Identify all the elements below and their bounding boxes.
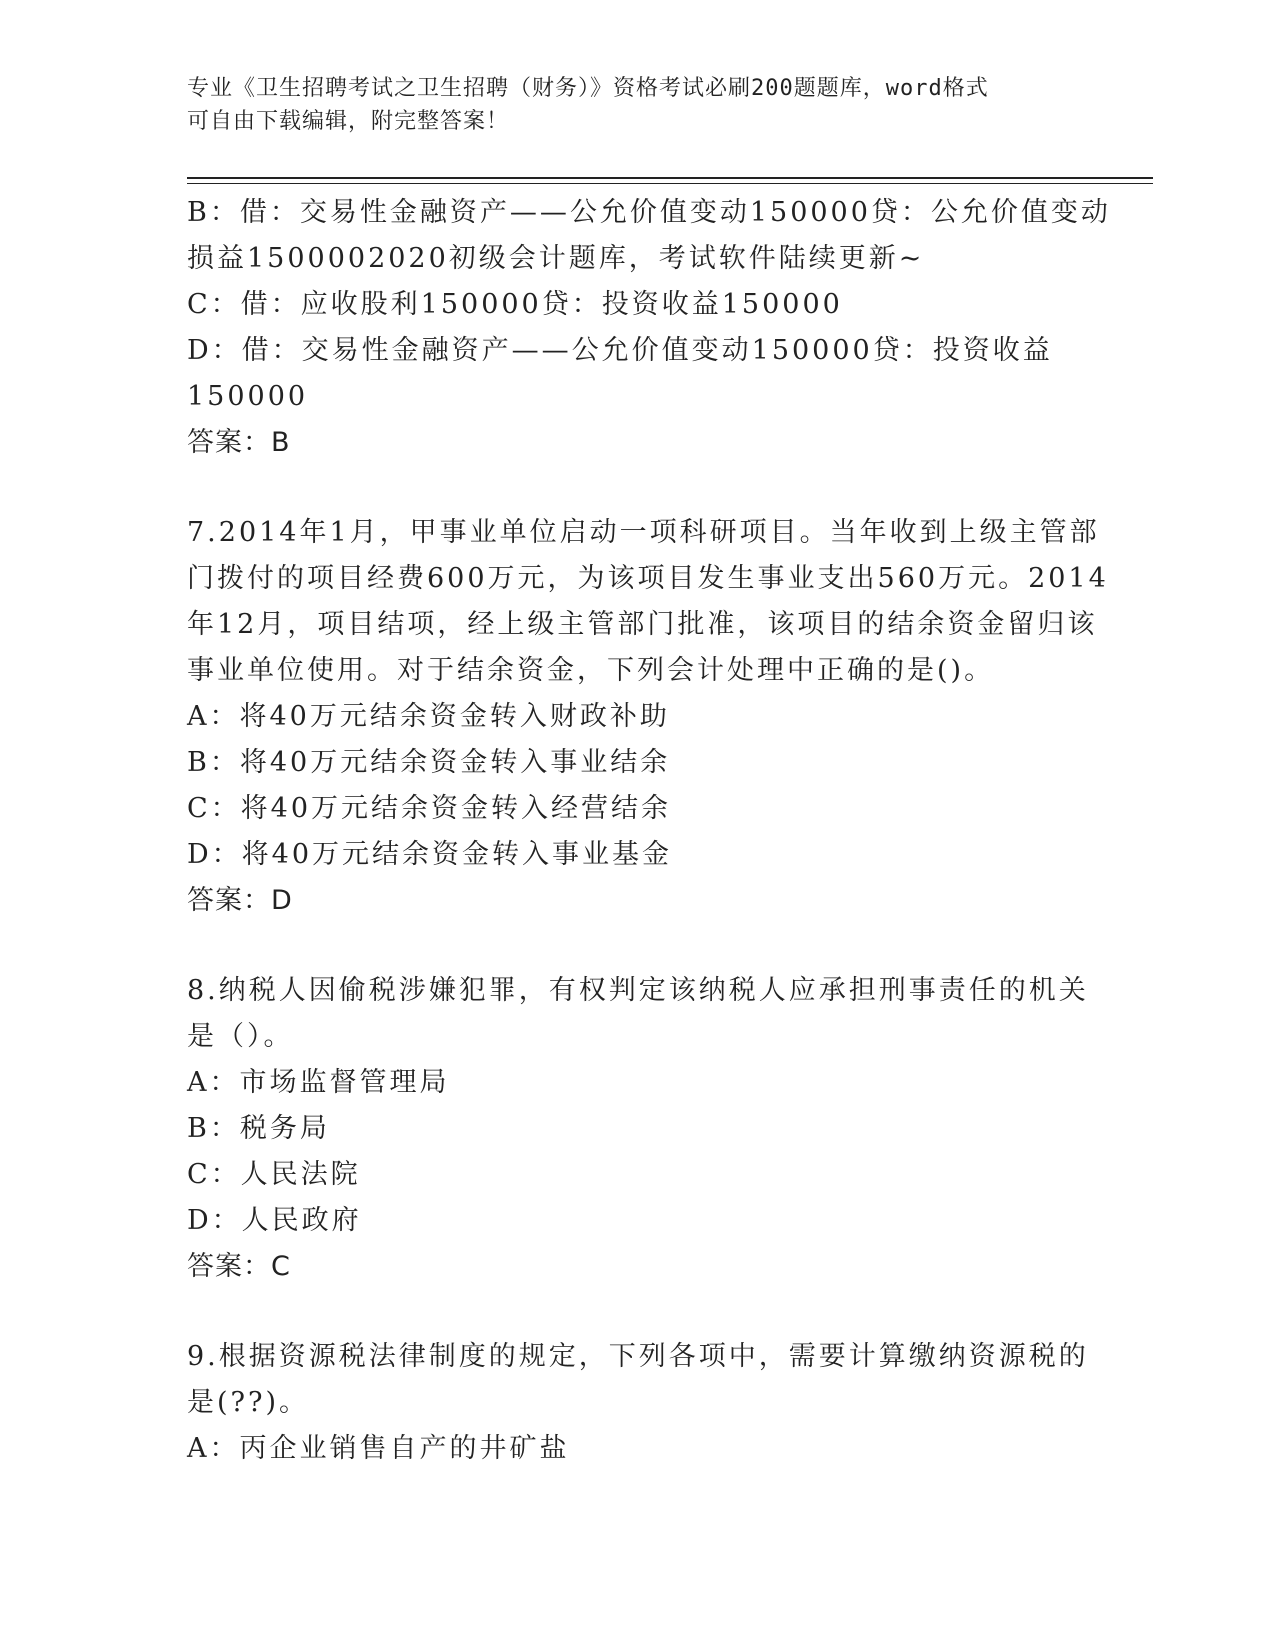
header-line: 可自由下载编辑，附完整答案！ xyxy=(187,109,510,134)
answer-line: 答案：B xyxy=(187,427,291,458)
question-stem-line: 7.2014年1月，甲事业单位启动一项科研项目。当年收到上级主管部 xyxy=(187,517,1100,548)
question-block xyxy=(187,510,1109,924)
option-line: A：市场监督管理局 xyxy=(187,1067,450,1098)
question-block xyxy=(187,190,1111,466)
question-stem-line: 门拨付的项目经费600万元，为该项目发生事业支出560万元。2014 xyxy=(187,563,1109,594)
answer-line: 答案：D xyxy=(187,885,293,916)
option-line: B：将40万元结余资金转入事业结余 xyxy=(187,747,671,778)
option-line: D：借：交易性金融资产——公允价值变动150000贷：投资收益 xyxy=(187,335,1053,366)
header-line: 专业《卫生招聘考试之卫生招聘（财务）》资格考试必刷200题题库，word格式 xyxy=(187,76,989,101)
option-line: C：借：应收股利150000贷：投资收益150000 xyxy=(187,289,843,320)
question-stem-line: 9.根据资源税法律制度的规定，下列各项中，需要计算缴纳资源税的 xyxy=(187,1341,1089,1372)
header-rule-thin xyxy=(187,183,1153,184)
option-line: C：人民法院 xyxy=(187,1159,361,1190)
option-line: 150000 xyxy=(187,381,309,412)
document-body xyxy=(187,190,1111,1472)
question-block xyxy=(187,968,1087,1290)
question-block xyxy=(187,1334,1087,1472)
option-line: A：丙企业销售自产的井矿盐 xyxy=(187,1433,570,1464)
option-line: D：人民政府 xyxy=(187,1205,362,1236)
question-stem-line: 事业单位使用。对于结余资金，下列会计处理中正确的是()。 xyxy=(187,655,995,686)
option-line: A：将40万元结余资金转入财政补助 xyxy=(187,701,670,732)
option-line: B：借：交易性金融资产——公允价值变动150000贷：公允价值变动 xyxy=(187,197,1111,228)
question-stem-line: 8.纳税人因偷税涉嫌犯罪，有权判定该纳税人应承担刑事责任的机关 xyxy=(187,975,1089,1006)
question-stem-line: 年12月，项目结项，经上级主管部门批准，该项目的结余资金留归该 xyxy=(187,609,1098,640)
option-line: 损益1500002020初级会计题库，考试软件陆续更新~ xyxy=(187,243,925,274)
option-line: D：将40万元结余资金转入事业基金 xyxy=(187,839,673,870)
document-header xyxy=(187,72,1087,138)
answer-line: 答案：C xyxy=(187,1251,291,1282)
option-line: C：将40万元结余资金转入经营结余 xyxy=(187,793,672,824)
option-line: B：税务局 xyxy=(187,1113,330,1144)
question-stem-line: 是（）。 xyxy=(187,1021,294,1052)
question-stem-line: 是(??)。 xyxy=(187,1387,310,1418)
header-rule-thick xyxy=(187,177,1153,179)
